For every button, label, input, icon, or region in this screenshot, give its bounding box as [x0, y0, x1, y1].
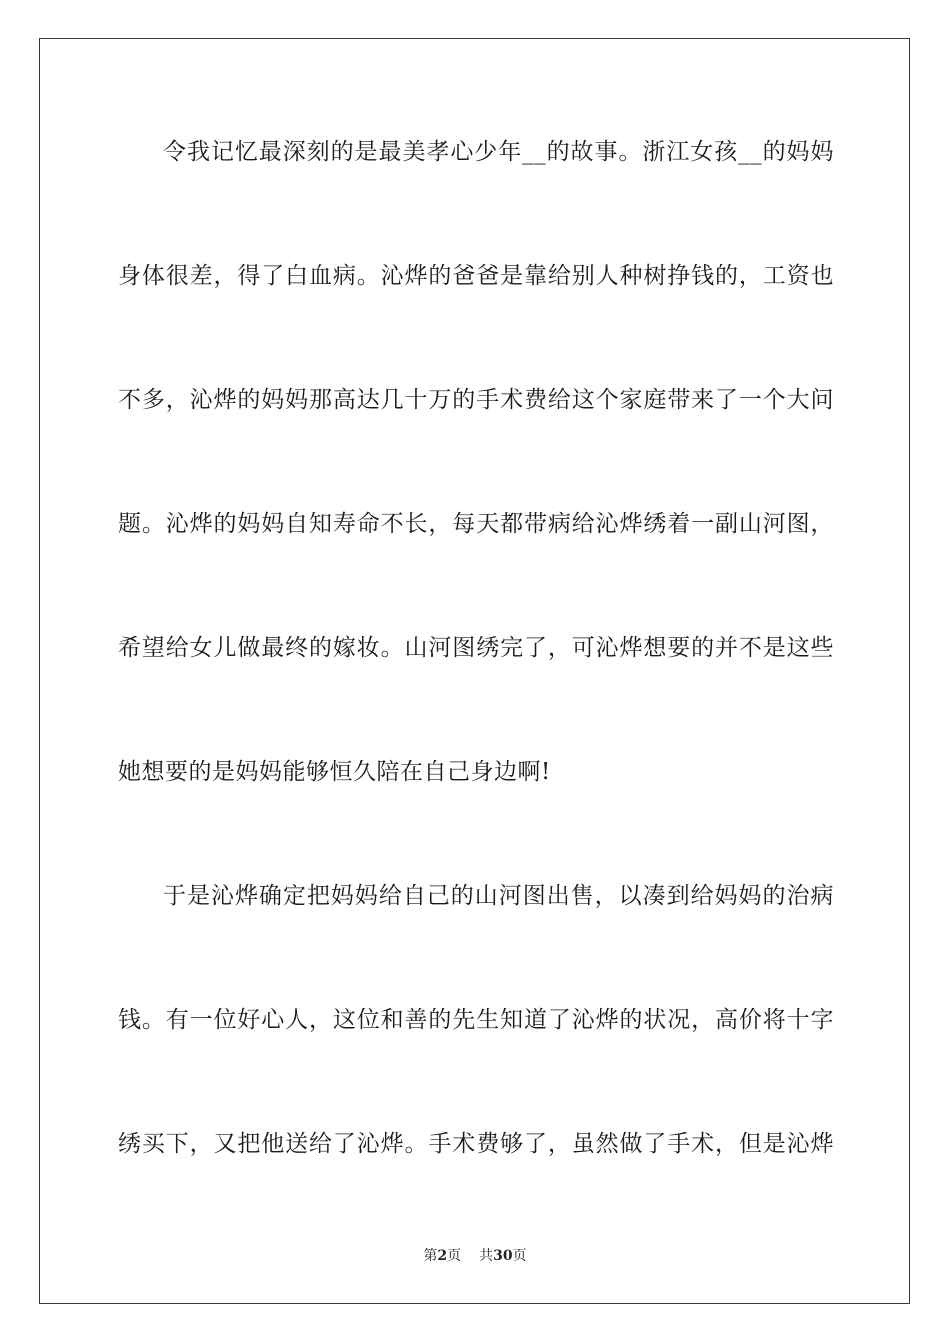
- footer-total-prefix: 共: [479, 1248, 494, 1264]
- paragraph-1-line-6: 她想要的是妈妈能够恒久陪在自己身边啊!: [118, 759, 551, 785]
- footer-total-suffix: 页: [512, 1248, 527, 1264]
- paragraph-1-line-2: 身体很差，得了白血病。沁烨的爸爸是靠给别人种树挣钱的，工资也: [118, 263, 834, 289]
- paragraph-2-line-3: 绣买下，又把他送给了沁烨。手术费够了，虽然做了手术，但是沁烨: [118, 1131, 834, 1157]
- paragraph-1-line-1: 令我记忆最深刻的是最美孝心少年__的故事。浙江女孩__的妈妈: [163, 139, 834, 165]
- page-border: [39, 38, 910, 1304]
- footer-page-prefix: 第: [423, 1248, 438, 1264]
- paragraph-1-line-4: 题。沁烨的妈妈自知寿命不长，每天都带病给沁烨绣着一副山河图，: [118, 511, 834, 537]
- paragraph-2-line-2: 钱。有一位好心人，这位和善的先生知道了沁烨的状况，高价将十字: [118, 1007, 834, 1033]
- footer-page-suffix: 页: [447, 1248, 462, 1264]
- footer-total-pages: 30: [493, 1248, 513, 1264]
- paragraph-1-line-3: 不多，沁烨的妈妈那高达几十万的手术费给这个家庭带来了一个大问: [118, 387, 834, 413]
- paragraph-1-line-5: 希望给女儿做最终的嫁妆。山河图绣完了，可沁烨想要的并不是这些: [118, 635, 834, 661]
- page-footer: [0, 1247, 950, 1265]
- footer-page-number: 2: [437, 1248, 448, 1264]
- paragraph-2-line-1: 于是沁烨确定把妈妈给自己的山河图出售，以凑到给妈妈的治病: [163, 883, 834, 909]
